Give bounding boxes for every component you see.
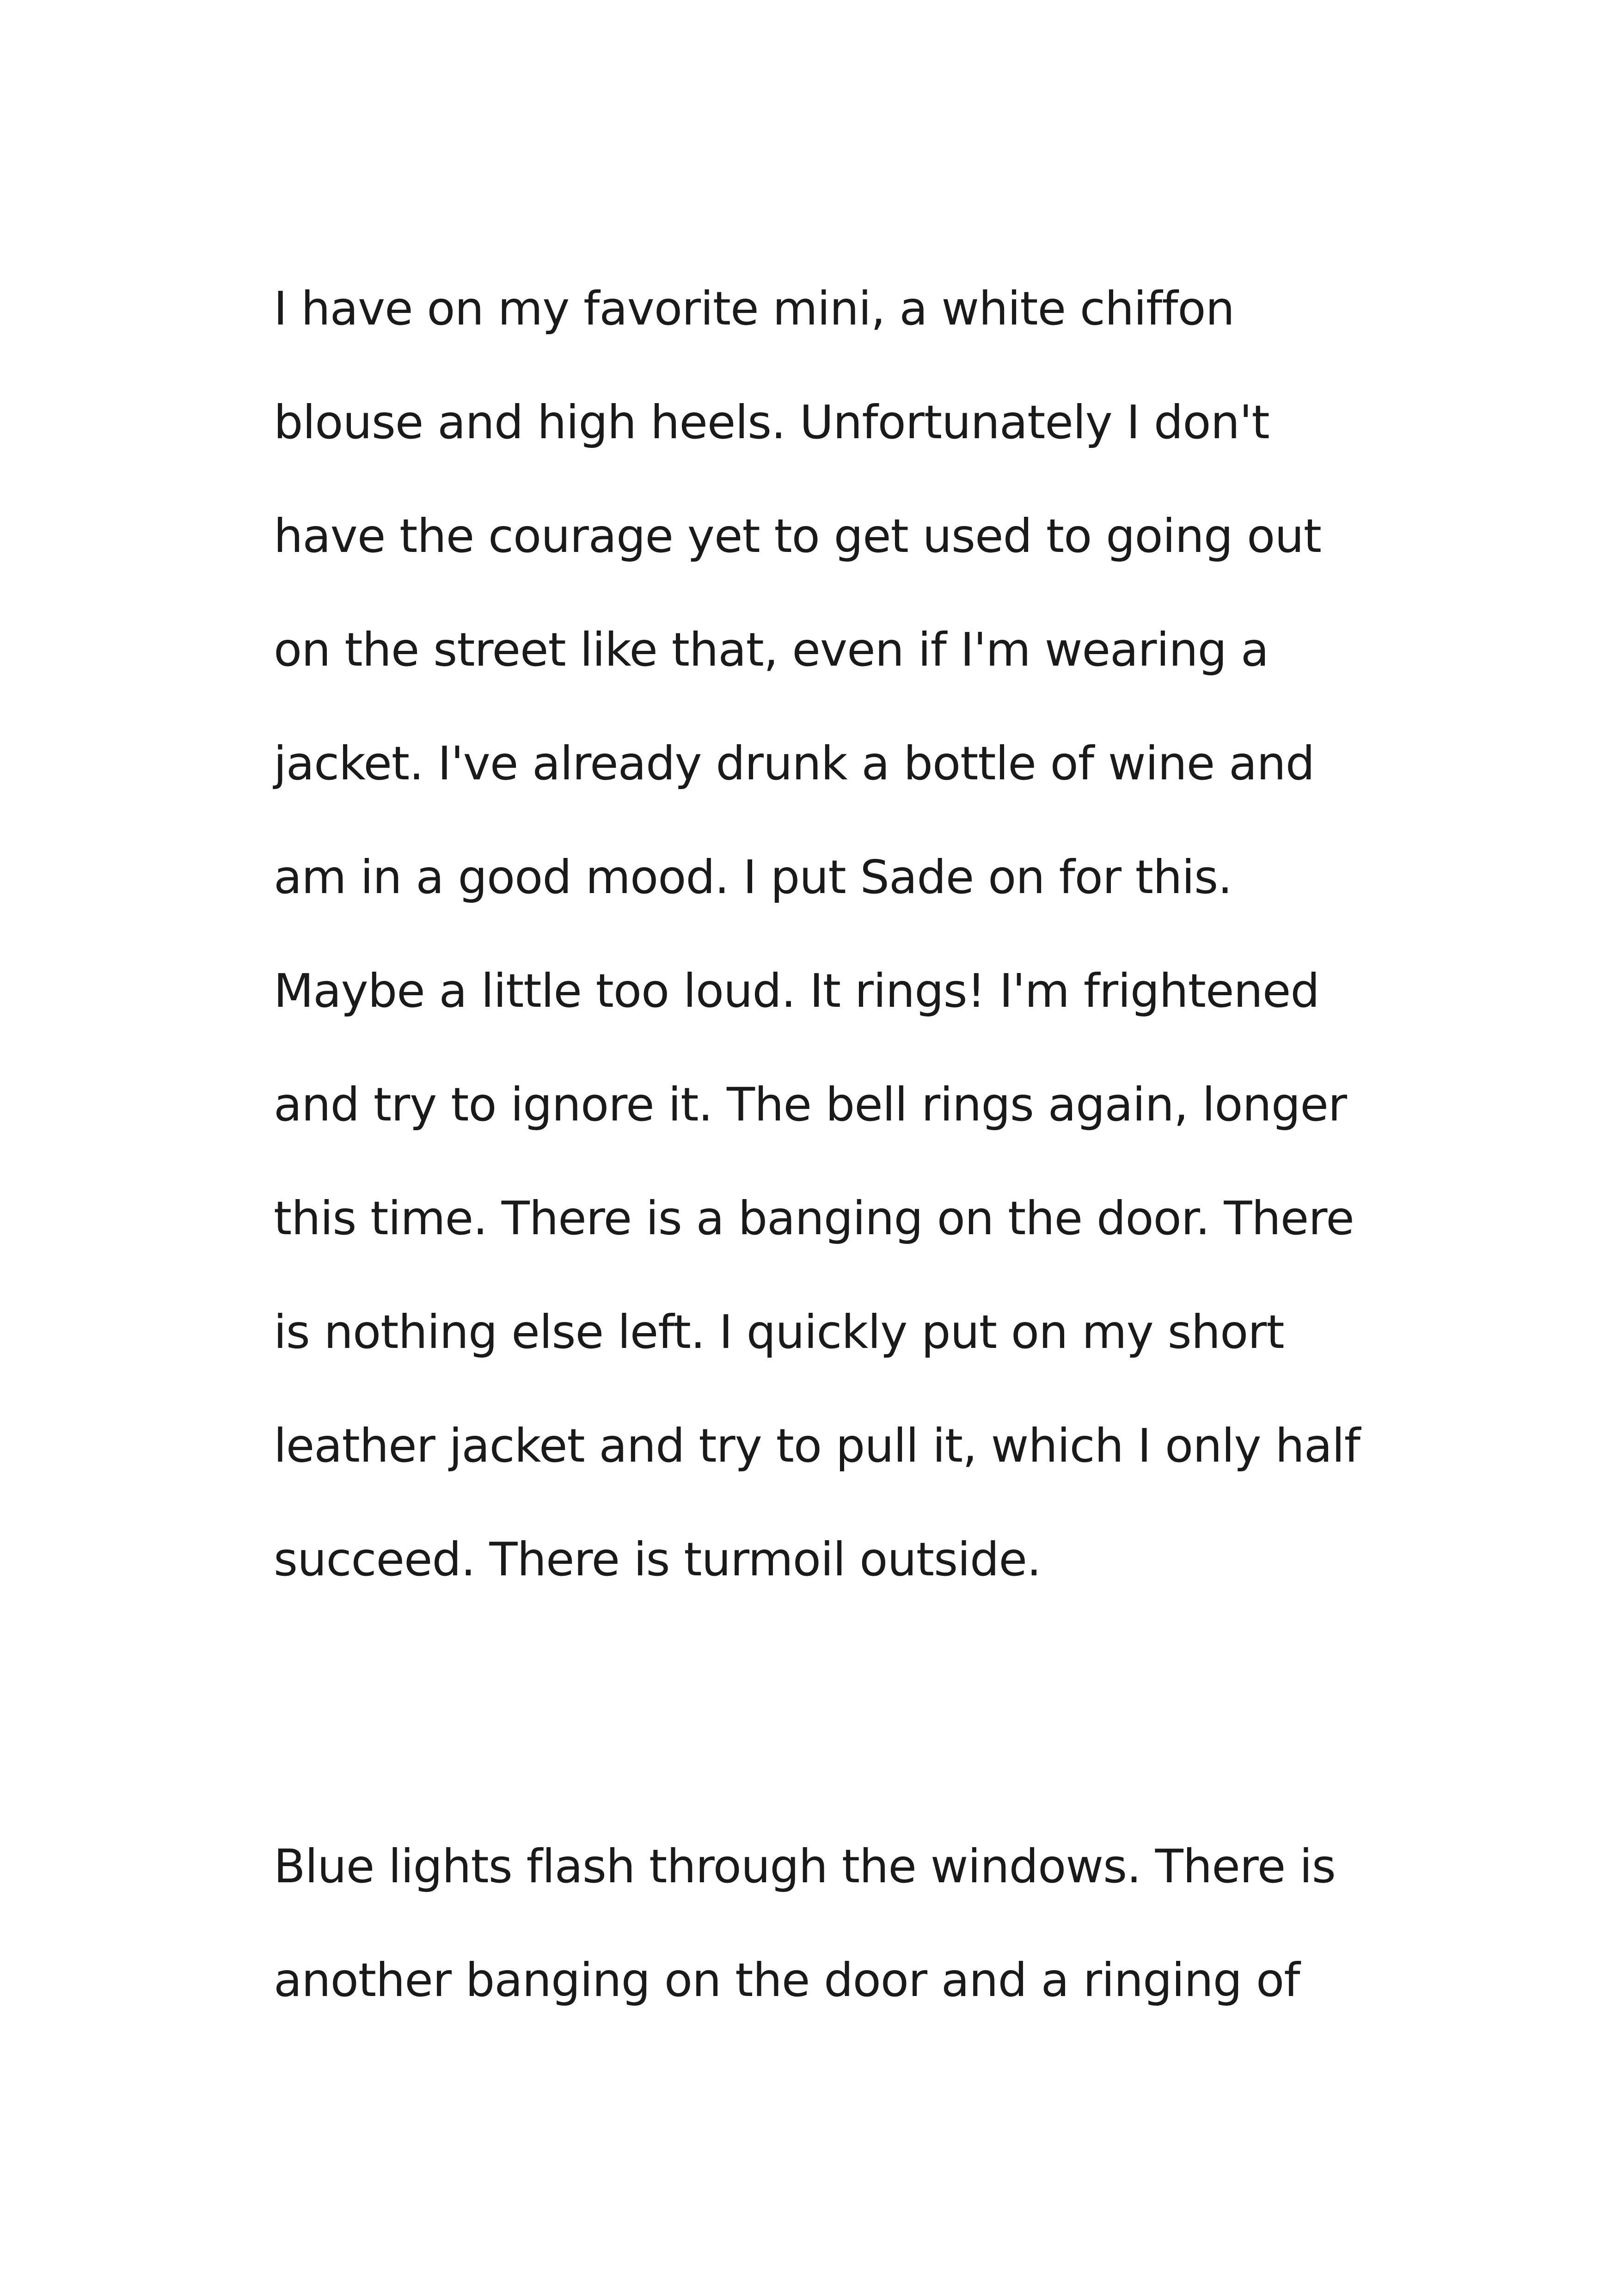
- text-line: this time. There is a banging on the door. There: [274, 1191, 1354, 1245]
- text-line: succeed. There is turmoil outside.: [274, 1532, 1041, 1586]
- paragraph-1: [274, 252, 1383, 1616]
- text-line: I have on my favorite mini, a white chiffon: [274, 282, 1234, 336]
- text-line: is nothing else left. I quickly put on my short: [274, 1305, 1284, 1359]
- text-line: leather jacket and try to pull it, which I only half: [274, 1419, 1361, 1473]
- text-line: Blue lights flash through the windows. There is: [274, 1839, 1336, 1893]
- text-line: have the courage yet to get used to going out: [274, 509, 1321, 563]
- paragraph-2: [274, 1810, 1383, 2037]
- text-line: and try to ignore it. The bell rings again, longer: [274, 1078, 1347, 1132]
- text-line: another banging on the door and a ringing of: [274, 1953, 1300, 2007]
- text-line: am in a good mood. I put Sade on for this.: [274, 850, 1232, 904]
- text-line: jacket. I've already drunk a bottle of wine and: [274, 736, 1315, 790]
- text-line: blouse and high heels. Unfortunately I don't: [274, 395, 1269, 449]
- text-line: on the street like that, even if I'm wearing a: [274, 623, 1269, 677]
- text-line: Maybe a little too loud. It rings! I'm frightened: [274, 964, 1319, 1018]
